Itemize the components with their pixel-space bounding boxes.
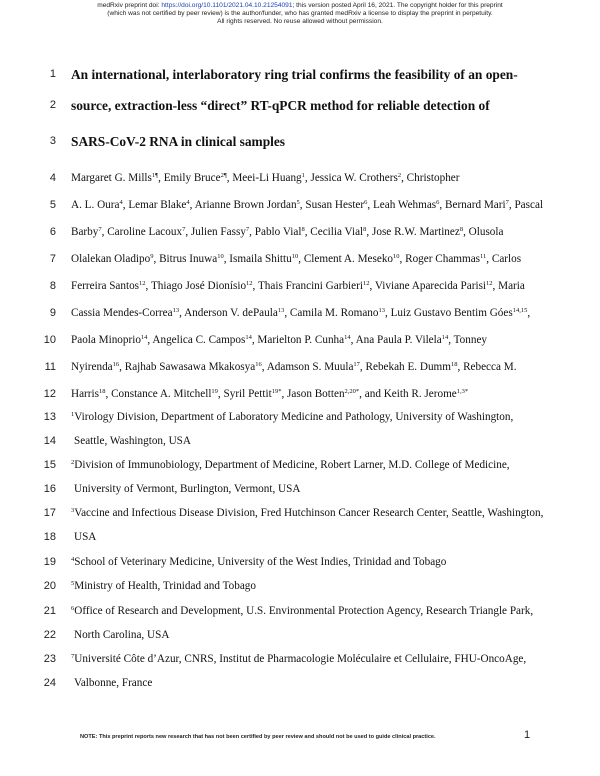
line-number: 13 [43,411,56,423]
author-list-line: Cassia Mendes-Correa$^{13}$, Anderson V. dePaula$^{13}$, Camila M. Romano$^{13}$, Luiz Gustavo Bentim Góes$^{14,15}$, [71,307,531,319]
author-name: Thais Francini Garbieri [257,280,363,292]
author-affiliation-marker: 13 [172,307,180,314]
affiliation-line [71,410,513,424]
author-affiliation-marker: 12 [246,280,253,287]
author-affiliation-marker: 1,3* [456,388,469,395]
manuscript-line [0,360,600,376]
author-name: Anderson V. dePaula [184,307,278,319]
author-name: Syril Pettit [223,388,272,400]
affiliation-line: Valbonne, France [74,677,153,689]
manuscript-line [0,333,600,349]
author-name: Lemar Blake [128,199,187,211]
manuscript-line [0,252,600,268]
line-number: 20 [43,580,56,592]
line-number: 7 [49,253,56,265]
author-affiliation-marker: 14 [441,334,449,341]
affiliation-number: 4 [71,556,75,563]
author-affiliation-marker: 8 [363,226,367,233]
manuscript-line [0,434,600,450]
manuscript-line [0,628,600,644]
author-name: Jason Botten [287,388,345,400]
footer-note: NOTE: This preprint reports new research that has not been certified by peer review and should not be used to guide clinical practice. [80,734,436,740]
author-name: Carlos [491,253,522,265]
author-affiliation-marker: 4 [186,199,190,206]
line-number: 11 [44,361,56,373]
author-affiliation-marker: 12 [362,280,370,287]
line-number: 2 [49,99,56,111]
author-affiliation-marker: 10 [217,253,224,260]
author-name: Cecilia Vial [310,226,364,238]
line-number: 6 [49,226,56,238]
affiliation-line [71,458,510,472]
author-affiliation-marker: 14,15 [512,307,528,314]
manuscript-line [0,506,600,522]
manuscript-line [0,134,600,150]
preprint-header [0,2,600,26]
affiliation-number: 5 [71,580,75,587]
manuscript-line [0,652,600,668]
author-affiliation-marker: 7 [245,226,250,233]
manuscript-line [0,555,600,571]
line-number: 5 [49,199,56,211]
line-number: 15 [43,459,56,471]
author-affiliation-marker: 12 [486,280,493,287]
author-name: Caroline Lacoux [107,226,183,238]
author-list-line: Margaret G. Mills$^{1\P}$, Emily Bruce$^{2\P}$, Meei-Li Huang$^1$, Jessica W. Crothers$^2$, Christopher [71,172,460,184]
affiliation-line: University of Vermont, Burlington, Vermont, USA [74,483,301,495]
line-number: 22 [43,629,56,641]
author-name: Cassia Mendes-Correa [71,307,173,319]
author-affiliation-marker: 10 [291,253,299,260]
author-affiliation-marker: 13 [277,307,285,314]
author-name: Barby [71,226,99,238]
author-name: Clement A. Meseko [303,253,394,265]
author-name: Camila M. Romano [289,307,379,319]
author-name: Julien Fassy [190,226,246,238]
author-list-line: Paola Minoprio$^{14}$, Angelica C. Campos$^{14}$, Marielton P. Cunha$^{14}$, Ana Paula P. Vilela$^{14}$, Tonney [71,334,488,346]
author-name: Keith R. Jerome [383,388,457,400]
line-number: 1 [49,68,56,80]
paper-title-line: source, extraction-less “direct” RT-qPCR method for reliable detection of [71,98,490,113]
header-line-1 [0,2,600,10]
author-name: Bernard Mari [445,199,506,211]
author-name: Arianne Brown Jordan [194,199,297,211]
line-number: 10 [43,334,56,346]
affiliation-text: Université Côte d’Azur, CNRS, Institut de Pharmacologie Moléculaire et Cellulaire, FHU-OncoAge, [74,653,527,665]
author-name: Marielton P. Cunha [257,334,345,346]
affiliation-text: Ministry of Health, Trinidad and Tobago [74,580,256,592]
author-affiliation-marker: 14 [344,334,351,341]
author-name: Luiz Gustavo Bentim Góes [390,307,513,319]
author-affiliation-marker: 18 [98,388,106,395]
author-affiliation-marker: 12 [139,280,146,287]
author-affiliation-marker: 8 [301,226,305,233]
author-affiliation-marker: 7 [98,226,102,233]
author-affiliation-marker: 2 [397,172,402,179]
author-affiliation-marker: 11 [480,253,487,260]
line-number: 4 [49,172,56,184]
line-number: 3 [49,135,56,147]
manuscript-line [0,67,600,83]
manuscript-line [0,98,600,114]
author-name: Christopher [406,172,460,184]
author-list-line: Olalekan Oladipo$^9$, Bitrus Inuwa$^{10}$, Ismaila Shittu$^{10}$, Clement A. Meseko$^{10}$, Roger Chammas$^{11}$, Carlos [71,253,522,265]
author-affiliation-marker: 2¶ [220,172,227,179]
author-affiliation-marker: 17 [353,361,360,368]
author-affiliation-marker: 2,20* [344,388,360,395]
author-affiliation-marker: 18 [450,361,458,368]
author-name: Bitrus Inuwa [159,253,218,265]
author-name: Angelica C. Campos [152,334,246,346]
author-name: Viviane Aparecida Parisi [374,280,487,292]
affiliation-number: 7 [71,653,75,660]
author-name: A. L. Oura [71,199,120,211]
author-name: Ferreira Santos [71,280,140,292]
line-number: 16 [43,483,56,495]
paper-title-line: SARS-CoV-2 RNA in clinical samples [71,134,286,149]
manuscript-line [0,171,600,187]
author-name: Margaret G. Mills [71,172,152,184]
author-affiliation-marker: 9 [150,253,154,260]
author-affiliation-marker: 1¶ [151,172,159,179]
manuscript-line [0,279,600,295]
manuscript-line [0,676,600,692]
affiliation-line [71,555,446,569]
affiliation-line [71,604,533,618]
author-affiliation-marker: 16 [112,361,120,368]
affiliation-line [71,652,526,666]
author-name: Rajhab Sawasawa Mkakosya [124,361,256,373]
author-affiliation-marker: 1 [301,172,305,179]
page-number: 1 [524,729,531,741]
affiliation-number: 2 [71,459,75,466]
author-name: Thiago José Dionísio [150,280,247,292]
affiliation-line: Seattle, Washington, USA [74,435,191,447]
manuscript-line [0,198,600,214]
header-suffix: ; this version posted April 16, 2021. The copyright holder for this preprint [292,2,503,9]
affiliation-number: 6 [71,605,75,612]
header-prefix: medRxiv preprint doi: [97,2,162,9]
paper-title-line: An international, interlaboratory ring trial confirms the feasibility of an open- [71,67,518,82]
header-line-3: All rights reserved. No reuse allowed without permission. [217,18,383,25]
author-list-line: Harris$^{18}$, Constance A. Mitchell$^{19}$, Syril Pettit$^{19*}$, Jason Botten$^{2,20*}$, and Keith R. Jerome$^{1,3*}$ [71,388,469,400]
author-name: Rebecca M. [463,361,517,373]
line-number: 17 [43,507,56,519]
line-number: 12 [43,388,56,400]
doi-link[interactable]: https://doi.org/10.1101/2021.04.10.21254091 [161,2,293,9]
author-affiliation-marker: 8 [459,226,464,233]
author-affiliation-marker: 7 [505,199,509,206]
affiliation-line [71,506,543,520]
author-name: Pascal [514,199,544,211]
author-name: Susan Hester [305,199,365,211]
author-name: Meei-Li Huang [232,172,302,184]
author-list-line: Ferreira Santos$^{12}$, Thiago José Dionísio$^{12}$, Thais Francini Garbieri$^{12}$, Viviane Aparecida Parisi$^{12}$, Maria [71,280,525,292]
line-number: 24 [43,677,56,689]
author-list-line: Barby$^7$, Caroline Lacoux$^7$, Julien Fassy$^7$, Pablo Vial$^8$, Cecilia Vial$^8$, Jose R.W. Martinez$^8$, Olusola [71,226,504,238]
author-name: Maria [498,280,525,292]
author-name: Roger Chammas [405,253,481,265]
author-affiliation-marker: 4 [119,199,123,206]
author-name: Olusola [468,226,504,238]
affiliation-number: 3 [71,507,75,514]
line-number: 8 [49,280,56,292]
manuscript-line [0,225,600,241]
affiliation-text: Division of Immunobiology, Department of Medicine, Robert Larner, M.D. College of Medicine, [74,459,510,471]
author-name: Ana Paula P. Vilela [355,334,442,346]
header-line-2: (which was not certified by peer review) is the author/funder, who has granted medRxiv a license to display the preprint in perpetuity. [107,10,493,17]
author-name: Paola Minoprio [71,334,141,346]
affiliation-text: Office of Research and Development, U.S. Environmental Protection Agency, Research Triangle Park, [74,605,534,617]
author-affiliation-marker: 6 [364,199,368,206]
author-affiliation-marker: 10 [393,253,400,260]
author-affiliation-marker: 19* [271,388,282,395]
author-affiliation-marker: 6 [436,199,440,206]
author-name: Harris [71,388,99,400]
affiliation-text: Virology Division, Department of Laboratory Medicine and Pathology, University of Washington, [74,411,514,423]
author-affiliation-marker: 7 [182,226,186,233]
author-name: Leah Wehmas [372,199,437,211]
line-number: 18 [43,531,56,543]
author-list-line: Nyirenda$^{16}$, Rajhab Sawasawa Mkakosya$^{16}$, Adamson S. Muula$^{17}$, Rebekah E. Dumm$^{18}$, Rebecca M. [71,361,517,373]
manuscript-line [0,604,600,620]
author-name: Emily Bruce [163,172,221,184]
affiliation-text: Vaccine and Infectious Disease Division, Fred Hutchinson Cancer Research Center, Seattle, Washington, [74,507,544,519]
author-list-line: A. L. Oura$^4$, Lemar Blake$^4$, Arianne Brown Jordan$^5$, Susan Hester$^6$, Leah Wehmas$^6$, Bernard Mari$^7$, Pascal [71,199,544,211]
affiliation-line [71,579,256,593]
manuscript-line [0,530,600,546]
line-number: 19 [43,556,56,568]
author-affiliation-marker: 14 [245,334,252,341]
affiliation-number: 1 [71,411,75,418]
manuscript-line [0,410,600,426]
manuscript-line [0,306,600,322]
line-number: 14 [43,435,56,447]
author-affiliation-marker: 14 [140,334,148,341]
author-name: Jessica W. Crothers [310,172,398,184]
affiliation-line: USA [74,531,97,543]
author-name: Pablo Vial [254,226,302,238]
author-name: Rebekah E. Dumm [365,361,451,373]
author-name: Tonney [453,334,488,346]
affiliation-text: School of Veterinary Medicine, University of the West Indies, Trinidad and Tobago [74,556,447,568]
line-number: 21 [43,605,56,617]
author-affiliation-marker: 5 [296,199,300,206]
manuscript-line [0,579,600,595]
author-name: Olalekan Oladipo [71,253,151,265]
author-affiliation-marker: 19 [211,388,218,395]
affiliation-line: North Carolina, USA [74,629,170,641]
author-name: Ismaila Shittu [229,253,292,265]
manuscript-line [0,387,600,403]
author-name: Constance A. Mitchell [111,388,212,400]
author-name: Adamson S. Muula [266,361,354,373]
manuscript-line [0,458,600,474]
author-name: Nyirenda [71,361,113,373]
author-name: Jose R.W. Martinez [372,226,460,238]
line-number: 23 [43,653,56,665]
author-affiliation-marker: 13 [378,307,385,314]
manuscript-line [0,482,600,498]
line-number: 9 [49,307,56,319]
author-affiliation-marker: 16 [255,361,262,368]
